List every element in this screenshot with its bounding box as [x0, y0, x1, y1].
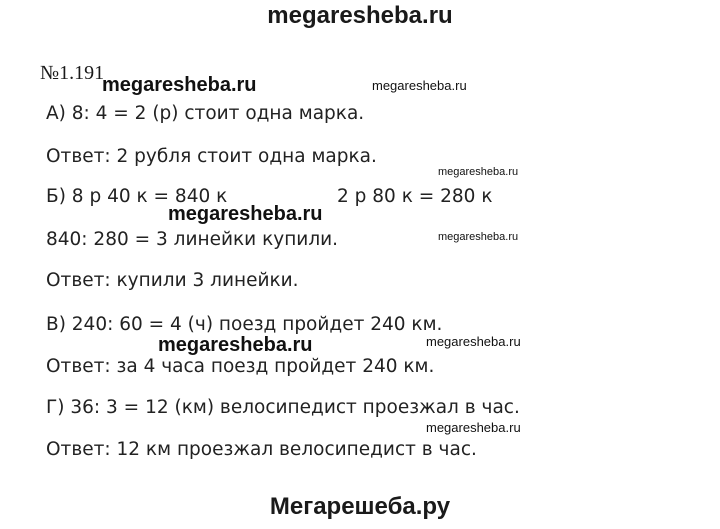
watermark: megaresheba.ru	[102, 74, 257, 96]
solution-line-g: Г) 36: 3 = 12 (км) велосипедист проезжал в час.	[46, 397, 520, 418]
watermark: megaresheba.ru	[158, 334, 313, 356]
solution-line-b-right: 2 р 80 к = 280 к	[337, 186, 493, 207]
watermark: megaresheba.ru	[426, 334, 521, 349]
answer-line-b: Ответ: купили 3 линейки.	[46, 270, 299, 291]
solution-line-a: А) 8: 4 = 2 (р) стоит одна марка.	[46, 103, 365, 124]
solution-line-b-left: Б) 8 р 40 к = 840 к	[46, 186, 228, 207]
watermark: megaresheba.ru	[372, 78, 467, 93]
watermark: megaresheba.ru	[438, 166, 519, 178]
watermark: megaresheba.ru	[426, 420, 521, 435]
site-footer: Мегарешеба.ру	[269, 493, 451, 520]
answer-line-a: Ответ: 2 рубля стоит одна марка.	[46, 146, 377, 167]
problem-number: №1.191	[40, 62, 105, 84]
watermark: megaresheba.ru	[438, 231, 519, 243]
watermark: megaresheba.ru	[168, 203, 323, 225]
solution-line-b2: 840: 280 = 3 линейки купили.	[46, 229, 339, 250]
site-header: megaresheba.ru	[267, 2, 453, 29]
solution-line-v: В) 240: 60 = 4 (ч) поезд пройдет 240 км.	[46, 314, 443, 335]
answer-line-g: Ответ: 12 км проезжал велосипедист в час.	[46, 439, 477, 460]
answer-line-v: Ответ: за 4 часа поезд пройдет 240 км.	[46, 356, 435, 377]
